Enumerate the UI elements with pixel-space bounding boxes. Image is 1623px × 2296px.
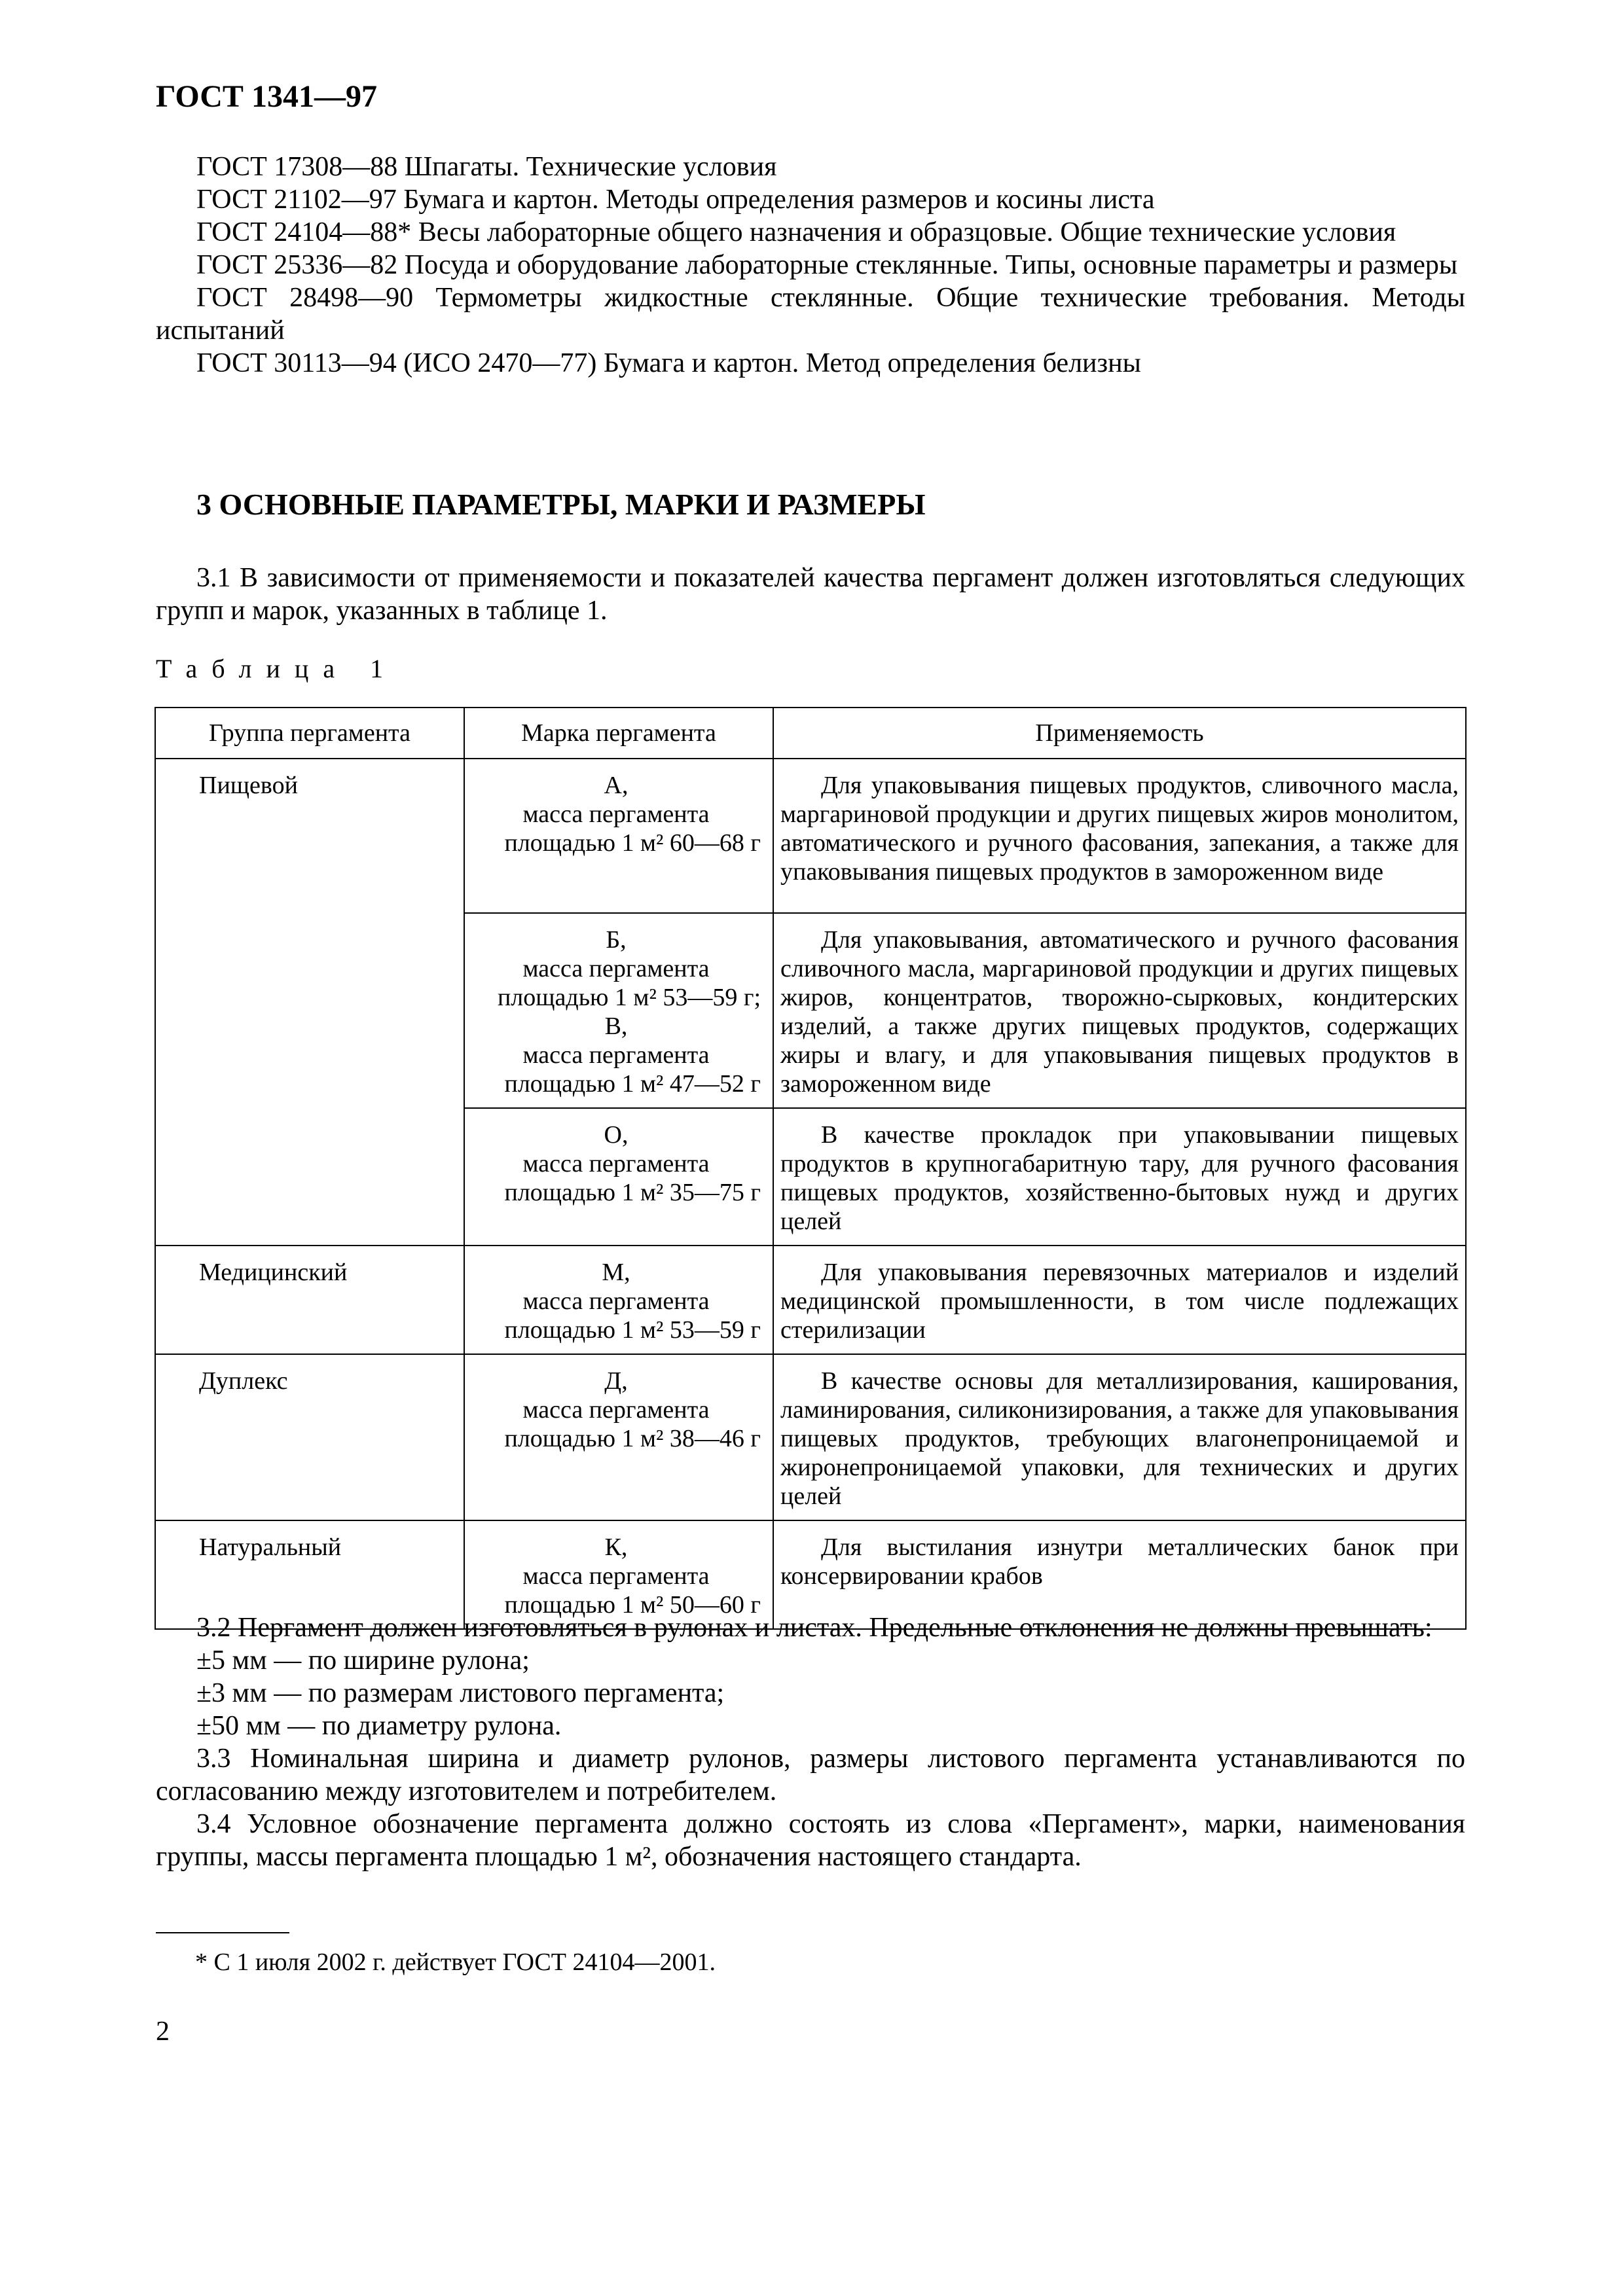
paragraph-3-1 (156, 562, 1465, 627)
mark-line: площадью 1 м² 53—59 г; (497, 984, 761, 1011)
tolerance-item: ±5 мм — по ширине рулона; (196, 1645, 530, 1676)
footnote: * С 1 июля 2002 г. действует ГОСТ 24104—2001. (195, 1948, 716, 1976)
group-cell: Пищевой (155, 759, 464, 1246)
paragraph-text: 3.1 В зависимости от применяемости и показателей качества пергамент должен изготовляться следующих групп и марок, указанных в таблице 1. (156, 563, 1465, 626)
mark-cell (464, 759, 773, 913)
mark-line: Д, (604, 1367, 628, 1395)
mark-line: площадью 1 м² 35—75 г (504, 1179, 761, 1206)
mark-line: О, (604, 1121, 629, 1149)
reference-item: ГОСТ 24104—88* Весы лабораторные общего назначения и образцовые. Общие технические условия (196, 217, 1396, 247)
mark-line: масса пергамента (522, 1396, 710, 1424)
column-header: Применяемость (773, 708, 1466, 759)
mark-line: площадью 1 м² 60—68 г (504, 829, 761, 857)
mark-cell (464, 913, 773, 1108)
reference-item: ГОСТ 30113—94 (ИСО 2470—77) Бумага и картон. Метод определения белизны (196, 348, 1141, 378)
mark-line: К, (604, 1534, 628, 1561)
use-text: Для упаковывания перевязочных материалов и изделий медицинской промышленности, в том числе подлежащих стерилизации (780, 1259, 1459, 1344)
mark-line: масса пергамента (522, 1562, 710, 1590)
mark-line: масса пергамента (522, 955, 710, 982)
mark-line: В, (604, 1013, 628, 1040)
use-text: Для упаковывания, автоматического и ручного фасования сливочного масла, маргариновой продукции и других пищевых жиров, концентратов, творожно-сырковых, кондитерских изделий, а также других пищевых продуктов, содержащих жиры и влагу, и для упаковывания пищевых продуктов в замороженном виде (780, 926, 1459, 1098)
paragraphs-3-2-to-3-4 (156, 1611, 1465, 1873)
mark-line: площадью 1 м² 53—59 г (504, 1316, 761, 1344)
footnote-divider (156, 1932, 289, 1933)
mark-line: площадью 1 м² 38—46 г (504, 1425, 761, 1452)
mark-line: площадью 1 м² 47—52 г (504, 1070, 761, 1098)
group-cell: Дуплекс (155, 1354, 464, 1520)
mark-line: А, (604, 772, 629, 799)
normative-references (156, 151, 1465, 380)
use-text: В качестве прокладок при упаковывании пищевых продуктов в крупногабаритную тару, для ручного фасования пищевых продуктов, хозяйственно-бытовых нужд и других целей (780, 1121, 1459, 1235)
mark-line: площадью 1 м² 50—60 г (504, 1591, 761, 1619)
table-row (155, 1246, 1466, 1354)
use-cell (773, 1354, 1466, 1520)
mark-cell (464, 1108, 773, 1246)
table-header-row (155, 708, 1466, 759)
mark-line: масса пергамента (522, 1150, 710, 1177)
use-text: Для упаковывания пищевых продуктов, сливочного масла, маргариновой продукции и других пищевых жиров монолитом, автоматического и ручного фасования, запекания, а также для упаковывания пищевых продуктов в замороженном виде (780, 772, 1459, 886)
mark-cell (464, 1354, 773, 1520)
table-row (155, 759, 1466, 913)
section-title: 3 ОСНОВНЫЕ ПАРАМЕТРЫ, МАРКИ И РАЗМЕРЫ (196, 488, 926, 521)
mark-line: М, (602, 1259, 630, 1286)
use-cell (773, 1246, 1466, 1354)
paragraph-text: 3.2 Пергамент должен изготовляться в рулонах и листах. Предельные отклонения не должны превышать: (196, 1613, 1432, 1643)
column-header: Марка пергамента (464, 708, 773, 759)
group-cell: Медицинский (155, 1246, 464, 1354)
use-text: В качестве основы для металлизирования, каширования, ламинирования, силиконизирования, а также для упаковывания пищевых продуктов, требующих влагонепроницаемой и жиронепроницаемой упаковки, для технических и других целей (780, 1367, 1459, 1510)
reference-item: ГОСТ 17308—88 Шпагаты. Технические условия (196, 152, 777, 182)
mark-cell (464, 1246, 773, 1354)
table-row (155, 1354, 1466, 1520)
column-header: Группа пергамента (155, 708, 464, 759)
reference-item: ГОСТ 28498—90 Термометры жидкостные стеклянные. Общие технические требования. Методы испытаний (156, 283, 1465, 346)
paragraph-text: 3.4 Условное обозначение пергамента должно состоять из слова «Пергамент», марки, наименования группы, массы пергамента площадью 1 м², обозначения настоящего стандарта. (156, 1809, 1465, 1872)
group-cell: Натуральный (155, 1520, 464, 1629)
page-header-title: ГОСТ 1341—97 (156, 79, 377, 114)
tolerance-item: ±50 мм — по диаметру рулона. (196, 1711, 562, 1741)
use-cell (773, 913, 1466, 1108)
mark-line: масса пергамента (522, 1287, 710, 1315)
table-caption: Таблица 1 (156, 654, 398, 683)
page-number: 2 (156, 2017, 170, 2047)
mark-line: Б, (606, 926, 627, 954)
paragraph-text: 3.3 Номинальная ширина и диаметр рулонов, размеры листового пергамента устанавливаются по согласованию между изготовителем и потребителем. (156, 1744, 1465, 1806)
mark-line: масса пергамента (522, 800, 710, 828)
table-1 (155, 707, 1467, 1630)
tolerance-item: ±3 мм — по размерам листового пергамента; (196, 1678, 725, 1708)
use-text: Для выстилания изнутри металлических банок при консервировании крабов (780, 1534, 1459, 1590)
reference-item: ГОСТ 21102—97 Бумага и картон. Методы определения размеров и косины листа (196, 185, 1155, 215)
reference-item: ГОСТ 25336—82 Посуда и оборудование лабораторные стеклянные. Типы, основные параметры и размеры (196, 250, 1458, 280)
use-cell (773, 759, 1466, 913)
mark-line: масса пергамента (522, 1041, 710, 1069)
use-cell (773, 1108, 1466, 1246)
